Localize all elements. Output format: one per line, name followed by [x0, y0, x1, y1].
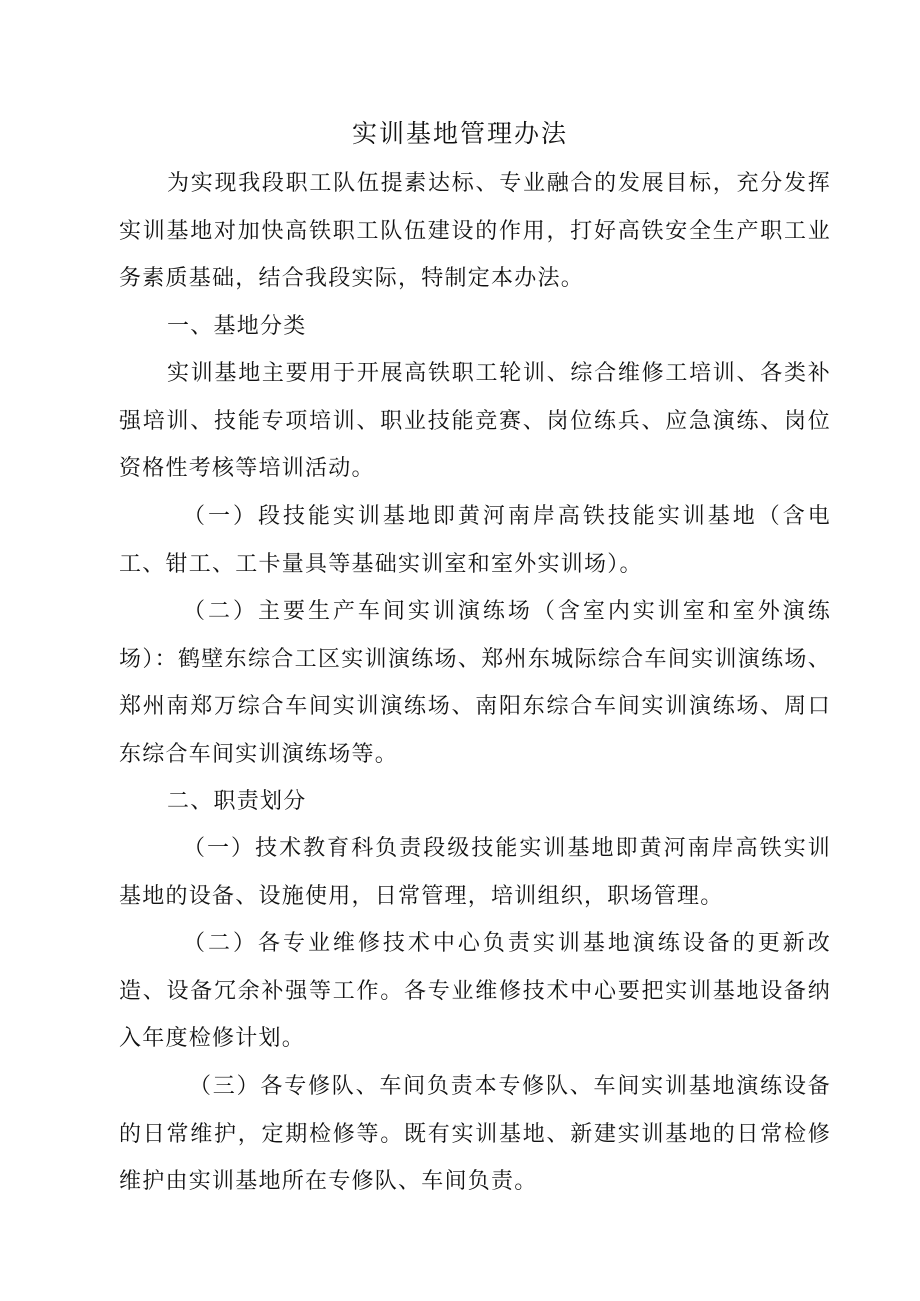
section-1-item-2: （二）主要生产车间实训演练场（含室内实训室和室外演练场）：鹤壁东综合工区实训演练场、郑州东城际综合车间实训演练场、郑州南郑万综合车间实训演练场、南阳东综合车间实训演练场、周口东综合车间实训演练场等。: [119, 599, 831, 767]
section-2-heading: 二、职责划分: [167, 789, 307, 814]
section-2-item-2: （二）各专业维修技术中心负责实训基地演练设备的更新改造、设备冗余补强等工作。各专业维修技术中心要把实训基地设备纳入年度检修计划。: [119, 931, 831, 1052]
section-1-heading: 一、基地分类: [167, 314, 307, 339]
section-1-body: 实训基地主要用于开展高铁职工轮训、综合维修工培训、各类补强培训、技能专项培训、职业技能竞赛、岗位练兵、应急演练、岗位资格性考核等培训活动。: [119, 361, 831, 482]
section-1-item-1: （一）段技能实训基地即黄河南岸高铁技能实训基地（含电工、钳工、工卡量具等基础实训室和室外实训场）。: [119, 504, 831, 577]
section-2-item-3: （三）各专修队、车间负责本专修队、车间实训基地演练设备的日常维护，定期检修等。既有实训基地、新建实训基地的日常检修维护由实训基地所在专修队、车间负责。: [119, 1074, 831, 1195]
document-title: 实训基地管理办法: [351, 119, 568, 148]
section-2-item-1: （一）技术教育科负责段级技能实训基地即黄河南岸高铁实训基地的设备、设施使用，日常管理，培训组织，职场管理。: [119, 836, 831, 909]
intro-paragraph: 为实现我段职工队伍提素达标、专业融合的发展目标，充分发挥实训基地对加快高铁职工队伍建设的作用，打好高铁安全生产职工业务素质基础，结合我段实际，特制定本办法。: [119, 171, 831, 292]
